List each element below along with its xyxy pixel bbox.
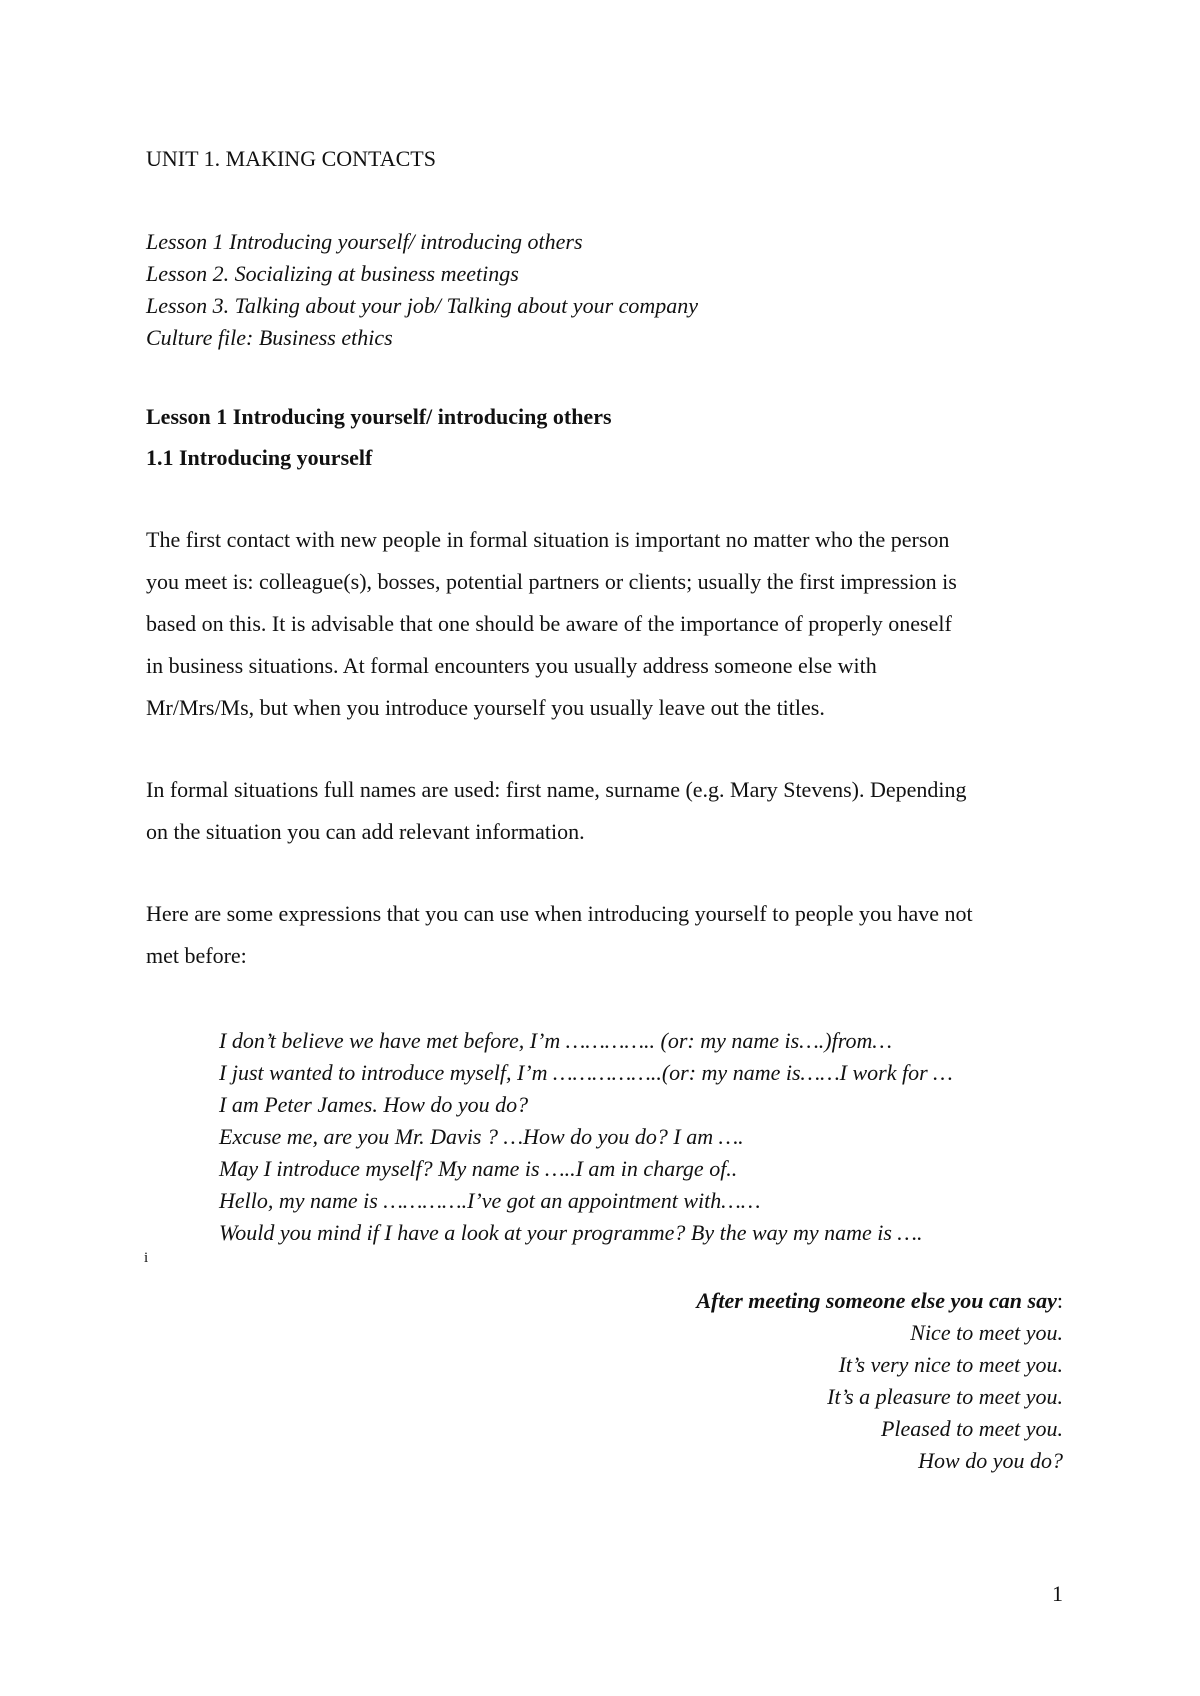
after-meeting-phrase: It’s a pleasure to meet you. (827, 1384, 1063, 1409)
paragraph-2-line: on the situation you can add relevant information. (146, 819, 585, 844)
after-meeting-phrase: How do you do? (918, 1448, 1063, 1473)
page-number: 1 (1052, 1581, 1063, 1606)
paragraph-3-line: Here are some expressions that you can use when introducing yourself to people you have not (146, 901, 973, 926)
expression-item: Excuse me, are you Mr. Davis ? …How do you do? I am …. (219, 1124, 744, 1149)
expression-item: Would you mind if I have a look at your programme? By the way my name is …. (219, 1220, 923, 1245)
expression-item: May I introduce myself? My name is …..I am in charge of.. (219, 1156, 738, 1181)
paragraph-1-line: The first contact with new people in formal situation is important no matter who the person (146, 527, 950, 552)
expression-item: Hello, my name is ………….I’ve got an appointment with…… (219, 1188, 761, 1213)
expression-item: I just wanted to introduce myself, I’m ……………..(or: my name is……I work for … (219, 1060, 953, 1085)
contents-item-lesson-1: Lesson 1 Introducing yourself/ introducing others (146, 229, 583, 254)
contents-item-lesson-2: Lesson 2. Socializing at business meetings (146, 261, 519, 286)
paragraph-1-line: in business situations. At formal encounters you usually address someone else with (146, 653, 877, 678)
after-meeting-heading (696, 1287, 1063, 1315)
section-heading: 1.1 Introducing yourself (146, 445, 373, 470)
contents-item-culture-file: Culture file: Business ethics (146, 325, 393, 350)
after-meeting-heading-colon: : (1056, 1288, 1063, 1313)
after-meeting-phrase: It’s very nice to meet you. (838, 1352, 1063, 1377)
paragraph-1-line: you meet is: colleague(s), bosses, potential partners or clients; usually the first impression is (146, 569, 957, 594)
contents-item-lesson-3: Lesson 3. Talking about your job/ Talking about your company (146, 293, 699, 318)
expression-item: I don’t believe we have met before, I’m ………….. (or: my name is….)from… (219, 1028, 892, 1053)
after-meeting-phrase: Nice to meet you. (910, 1320, 1063, 1345)
paragraph-1-line: based on this. It is advisable that one should be aware of the importance of properly oneself (146, 611, 952, 636)
expression-item: I am Peter James. How do you do? (219, 1092, 529, 1117)
after-meeting-heading-text: After meeting someone else you can say (696, 1288, 1057, 1313)
lesson-heading: Lesson 1 Introducing yourself/ introducing others (146, 404, 612, 429)
paragraph-2-line: In formal situations full names are used: first name, surname (e.g. Mary Stevens). Depending (146, 777, 967, 802)
footnote-marker: i (144, 1250, 149, 1266)
unit-title: UNIT 1. MAKING CONTACTS (146, 146, 436, 171)
paragraph-3-line: met before: (146, 943, 247, 968)
paragraph-1-line: Mr/Mrs/Ms, but when you introduce yourself you usually leave out the titles. (146, 695, 825, 720)
after-meeting-phrase: Pleased to meet you. (880, 1416, 1063, 1441)
